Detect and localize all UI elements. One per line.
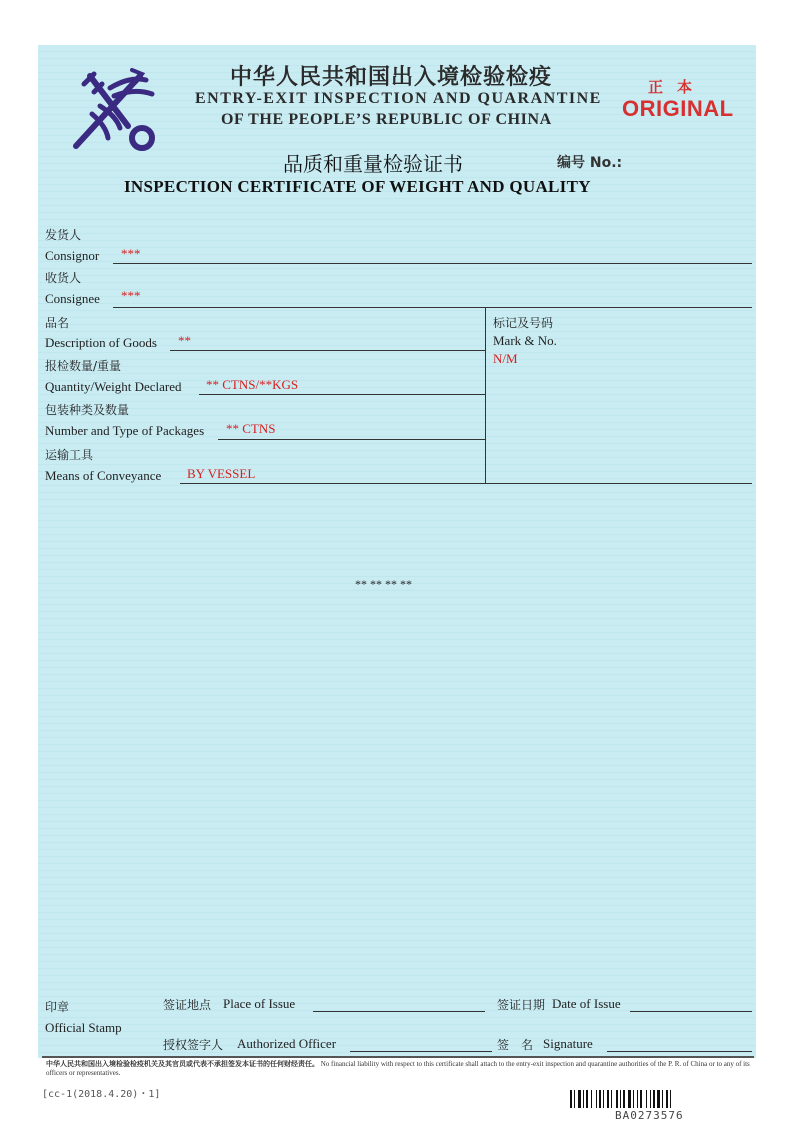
barcode-icon: [570, 1090, 728, 1108]
marks-label-zh: 标记及号码: [493, 316, 554, 330]
quantity-label-en: Quantity/Weight Declared: [45, 379, 182, 394]
organization-name-zh: 中华人民共和国出入境检验检疫: [230, 65, 553, 90]
conveyance-value: BY VESSEL: [187, 466, 256, 481]
signature-line: [607, 1051, 752, 1052]
goods-value: **: [178, 333, 191, 348]
signature-label-zh: 签 名: [497, 1038, 534, 1052]
consignor-label-zh: 发货人: [45, 228, 82, 242]
packages-line: [218, 439, 485, 440]
goods-line: [170, 350, 485, 351]
certificate-title-en: INSPECTION CERTIFICATE OF WEIGHT AND QUALITY: [124, 177, 591, 196]
consignee-label-zh: 收货人: [45, 271, 82, 285]
original-stamp-zh: 正本: [648, 78, 707, 96]
date-of-issue-label-zh: 签证日期: [497, 998, 546, 1012]
authorized-officer-label-en: Authorized Officer: [237, 1036, 337, 1051]
goods-label-en: Description of Goods: [45, 335, 157, 350]
column-divider: [485, 307, 486, 483]
certificate-title-zh: 品质和重量检验证书: [283, 152, 463, 176]
organization-name-en-line2: OF THE PEOPLE’S REPUBLIC OF CHINA: [221, 111, 552, 128]
date-of-issue-label-en: Date of Issue: [552, 996, 621, 1011]
date-of-issue-line: [630, 1011, 752, 1012]
marks-value: N/M: [493, 351, 518, 366]
quantity-value: ** CTNS/**KGS: [206, 377, 299, 392]
consignee-value: ***: [121, 288, 141, 303]
consignee-label-en: Consignee: [45, 291, 100, 306]
caduceus-key-emblem-icon: [70, 66, 164, 154]
quantity-label-zh: 报检数量/重量: [45, 359, 122, 373]
quantity-line: [199, 394, 485, 395]
goods-label-zh: 品名: [45, 316, 70, 330]
consignor-label-en: Consignor: [45, 248, 100, 263]
packages-value: ** CTNS: [226, 421, 276, 436]
serial-number: BA0273576: [615, 1109, 684, 1122]
consignor-value: ***: [121, 246, 141, 261]
consignor-line: [113, 263, 752, 264]
authorized-officer-line: [350, 1051, 492, 1052]
packages-label-zh: 包装种类及数量: [45, 403, 130, 417]
stamp-label-en: Official Stamp: [45, 1020, 122, 1035]
liability-disclaimer: [46, 1060, 756, 1078]
disclaimer-zh: 中华人民共和国出入境检验检疫机关及其官员或代表不承担签发本证书的任何财经责任。: [46, 1060, 319, 1068]
certificate-number-label: 编号 No.:: [557, 155, 623, 171]
conveyance-label-zh: 运输工具: [45, 448, 94, 462]
footer-divider: [42, 1056, 754, 1058]
conveyance-label-en: Means of Conveyance: [45, 468, 162, 483]
form-code: [cc-1(2018.4.20)・1]: [42, 1089, 161, 1100]
place-of-issue-label-zh: 签证地点: [163, 998, 212, 1012]
packages-label-en: Number and Type of Packages: [45, 423, 205, 438]
original-stamp-en: ORIGINAL: [622, 96, 734, 121]
organization-name-en-line1: ENTRY-EXIT INSPECTION AND QUARANTINE: [195, 90, 602, 107]
stamp-label-zh: 印章: [45, 1000, 70, 1014]
place-of-issue-line: [313, 1011, 485, 1012]
signature-label-en: Signature: [543, 1036, 593, 1051]
authorized-officer-label-zh: 授权签字人: [163, 1038, 224, 1052]
conveyance-line: [180, 483, 752, 484]
place-of-issue-label-en: Place of Issue: [223, 996, 296, 1011]
consignee-line: [113, 307, 752, 308]
marks-label-en: Mark & No.: [493, 333, 557, 348]
inspection-result-text: ** ** ** **: [355, 577, 412, 591]
disclaimer-en: No financial liability with respect to this certificate shall attach to the entry-exit inspection and quarantine authorities of the P. R. of China or to any of its officers or representatives.: [46, 1060, 750, 1077]
